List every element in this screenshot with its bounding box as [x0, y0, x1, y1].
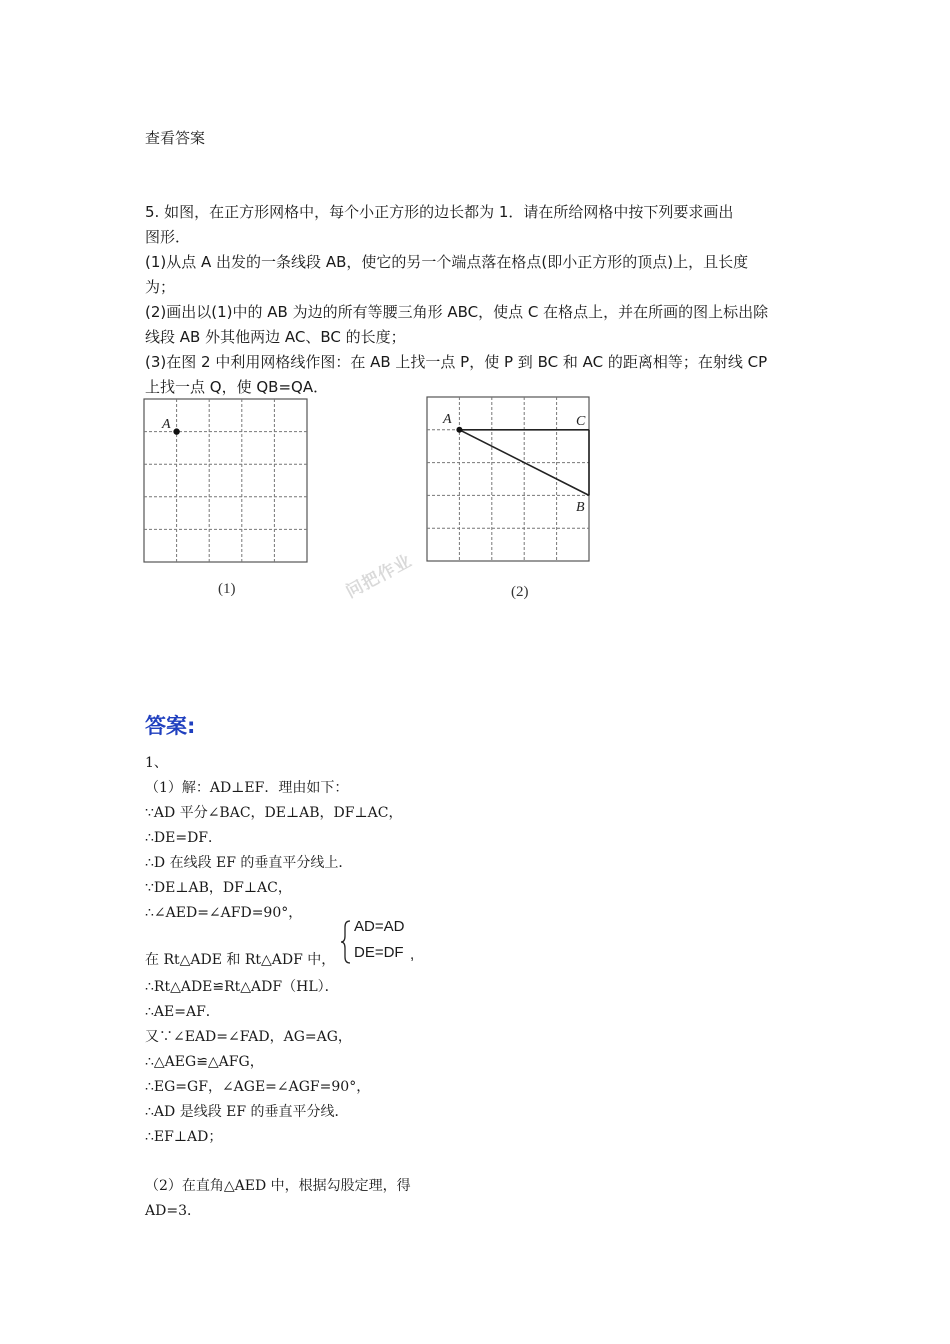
answer-line: （1）解：AD⊥EF．理由如下： [145, 780, 349, 796]
answer-line: （2）在直角△AED 中，根据勾股定理，得 [145, 1178, 411, 1194]
label-b: B [576, 500, 585, 515]
label-a: A [162, 417, 171, 432]
figure-2-caption: (2) [511, 584, 529, 600]
equation-system [340, 918, 420, 968]
answer-line: ∴△AEG≌△AFG， [145, 1054, 264, 1070]
equation-top: AD=AD [354, 918, 405, 935]
answer-line: 又∵∠EAD=∠FAD，AG=AG， [145, 1029, 352, 1045]
answer-line: ∴∠AED=∠AFD=90°， [145, 905, 303, 921]
question-line: 线段 AB 外其他两边 AC、BC 的长度； [145, 328, 406, 346]
equation-comma: , [410, 946, 415, 963]
question-line: 为； [145, 278, 176, 296]
view-answer-link[interactable]: 查看答案 [145, 129, 206, 147]
answer-line: ∴EG=GF，∠AGE=∠AGF=90°， [145, 1079, 371, 1095]
answer-line: ∴EF⊥AD； [145, 1129, 223, 1145]
equation-bottom: DE=DF [354, 944, 404, 961]
answer-line: ∴AD 是线段 EF 的垂直平分线． [145, 1104, 349, 1120]
point-a [173, 428, 179, 434]
question-line: (2)画出以(1)中的 AB 为边的所有等腰三角形 ABC，使点 C 在格点上，并在所画的图上标出除 [145, 303, 769, 321]
watermark: 问把作业 [342, 550, 416, 603]
answer-line: 1、 [145, 755, 168, 771]
question-line: 图形． [145, 228, 191, 246]
question-line: 上找一点 Q，使 QB=QA． [145, 378, 329, 396]
answer-line: 在 Rt△ADE 和 Rt△ADF 中， [145, 952, 336, 968]
answer-line: AD=3． [145, 1203, 201, 1219]
label-c: C [576, 414, 586, 429]
answer-line: ∴DE=DF． [145, 830, 223, 846]
answer-heading: 答案: [145, 714, 196, 738]
grid-figure-2 [423, 393, 595, 568]
answer-line: ∴D 在线段 EF 的垂直平分线上． [145, 855, 353, 871]
answer-line: ∴Rt△ADE≌Rt△ADF（HL）． [145, 979, 339, 995]
label-a: A [443, 412, 452, 427]
left-brace-icon [340, 920, 352, 964]
question-line: (3)在图 2 中利用网格线作图：在 AB 上找一点 P，使 P 到 BC 和 AC 的距离相等；在射线 CP [145, 353, 768, 371]
figure-1-caption: (1) [218, 581, 236, 597]
question-line: 5. 如图，在正方形网格中，每个小正方形的边长都为 1．请在所给网格中按下列要求画出 [145, 203, 734, 221]
grid-figure-1 [140, 395, 315, 570]
question-line: (1)从点 A 出发的一条线段 AB，使它的另一个端点落在格点(即小正方形的顶点)上，且长度 [145, 253, 749, 271]
point-a [456, 427, 462, 433]
answer-line: ∵AD 平分∠BAC，DE⊥AB，DF⊥AC， [145, 805, 403, 821]
answer-line: ∵DE⊥AB，DF⊥AC， [145, 880, 292, 896]
answer-line: ∴AE=AF． [145, 1004, 220, 1020]
